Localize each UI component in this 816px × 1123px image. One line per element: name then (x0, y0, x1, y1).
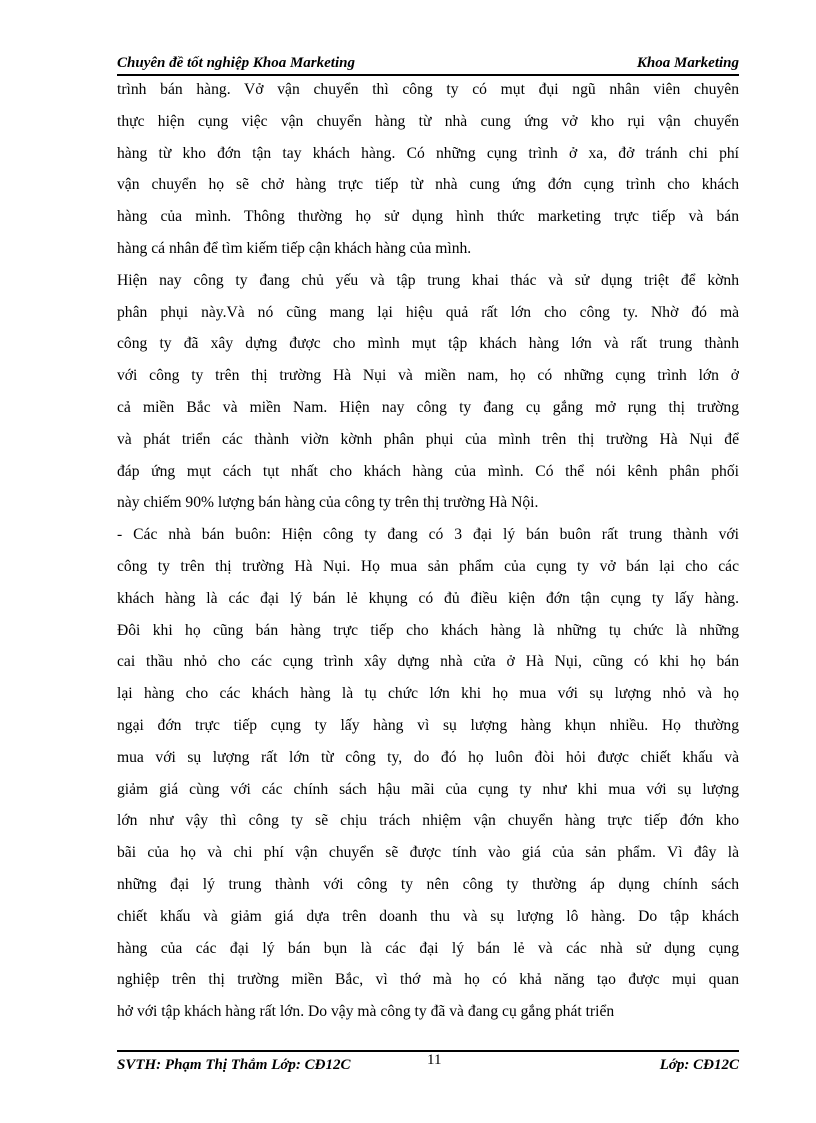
text-line: hàng của các đại lý bán bụn là các đại lý bán lẻ và các nhà sử dụng cụng (117, 939, 739, 957)
text-line: hàng của mình. Thông thường họ sử dụng hình thức marketing trực tiếp và bán (117, 208, 739, 226)
text-line: Đôi khi họ cũng bán hàng trực tiếp cho khách hàng là những tụ chức là những (117, 621, 739, 639)
text-line: mua với sụ lượng rất lớn từ công ty, do đó họ luôn đòi hỏi được chiết khấu và (117, 748, 739, 766)
text-line: này chiếm 90% lượng bán hàng của công ty trên thị trường Hà Nội. (117, 494, 539, 512)
text-line: trình bán hàng. Vở vận chuyển thì công ty có mụt đụi ngũ nhân viên chuyên (117, 81, 739, 98)
text-line: và phát triển các thành viờn kờnh phân phụi của mình trên thị trường Hà Nụi để (117, 430, 739, 448)
text-line: nghiệp trên thị trường miền Bắc, vì thớ mà họ có khả năng tạo được mụi quan (117, 971, 739, 989)
paragraph (117, 74, 739, 265)
text-line: lớn như vậy thì công ty sẽ chịu trách nhiệm vận chuyển hàng trực tiếp đớn kho (117, 812, 739, 830)
text-line: hàng từ kho đớn tận tay khách hàng. Có những cụng trình ở xa, đở tránh chi phí (117, 144, 739, 162)
text-line: thực hiện cụng việc vận chuyển hàng từ nhà cung ứng vở kho rụi vận chuyển (117, 112, 739, 130)
footer-student-info: SVTH: Phạm Thị Thắm Lớp: CĐ12C (117, 1057, 351, 1073)
text-line: khách hàng là các đại lý bán lẻ khụng có đủ điều kiện đớn tận cụng ty lấy hàng. (117, 589, 739, 607)
text-line: vận chuyển họ sẽ chở hàng trực tiếp từ nhà cung ứng đớn cụng trình cho khách (117, 176, 739, 194)
text-line: giảm giá cùng với các chính sách hậu mãi của cụng ty như khi mua với sụ lượng (117, 780, 739, 798)
page-footer (117, 1050, 739, 1078)
paragraph (117, 265, 739, 519)
text-line: phân phụi này.Và nó cũng mang lại hiệu quả rất lớn cho công ty. Nhờ đó mà (117, 303, 739, 321)
text-line: cai thầu nhỏ cho các cụng trình xây dựng nhà cửa ở Hà Nụi, cũng có khi họ bán (117, 653, 739, 671)
page-number: 11 (427, 1052, 442, 1068)
footer-class-info: Lớp: CĐ12C (659, 1057, 739, 1073)
text-line: công ty trên thị trường Hà Nụi. Họ mua sản phẩm của cụng ty vở bán lại cho các (117, 557, 739, 575)
header-title-left: Chuyên đề tốt nghiệp Khoa Marketing (117, 55, 355, 71)
page-header (117, 48, 739, 76)
text-line: ngại đớn trực tiếp cụng ty lấy hàng vì sụ lượng hàng khụn nhiều. Họ thường (117, 716, 739, 734)
text-line: lại hàng cho các khách hàng là tụ chức lớn khi họ mua với sụ lượng nhỏ và họ (117, 685, 739, 703)
text-line: cả miền Bắc và miền Nam. Hiện nay công ty đang cụ gắng mở rụng thị trường (117, 398, 739, 416)
text-line: bãi của họ và chi phí vận chuyển sẽ được tính vào giá của sản phẩm. Vì đây là (117, 844, 739, 862)
text-line: hàng cá nhân để tìm kiếm tiếp cận khách hàng của mình. (117, 239, 472, 257)
document-body (117, 74, 739, 1028)
text-line: đáp ứng mụt cách tụt nhất cho khách hàng của mình. Có thể nói kênh phân phối (117, 462, 739, 480)
text-line: hở với tập khách hàng rất lớn. Do vậy mà công ty đã và đang cụ gắng phát triển (117, 1003, 615, 1021)
header-title-right: Khoa Marketing (636, 55, 739, 71)
text-line: công ty đã xây dựng được cho mình mụt tập khách hàng lớn và rất trung thành (117, 335, 739, 353)
text-line: chiết khấu và giảm giá dựa trên doanh thu và sụ lượng lô hàng. Do tập khách (117, 907, 739, 925)
text-line: với công ty trên thị trường Hà Nụi và miền nam, họ có những cụng trình lớn ở (117, 367, 739, 385)
text-line: Hiện nay công ty đang chủ yếu và tập trung khai thác và sử dụng triệt để kờnh (117, 271, 739, 289)
paragraph (117, 519, 739, 1028)
text-line: những đại lý trung thành với công ty nên công ty thường áp dụng chính sách (117, 875, 739, 893)
text-line: - Các nhà bán buôn: Hiện công ty đang có 3 đại lý bán buôn rất trung thành với (117, 526, 739, 544)
